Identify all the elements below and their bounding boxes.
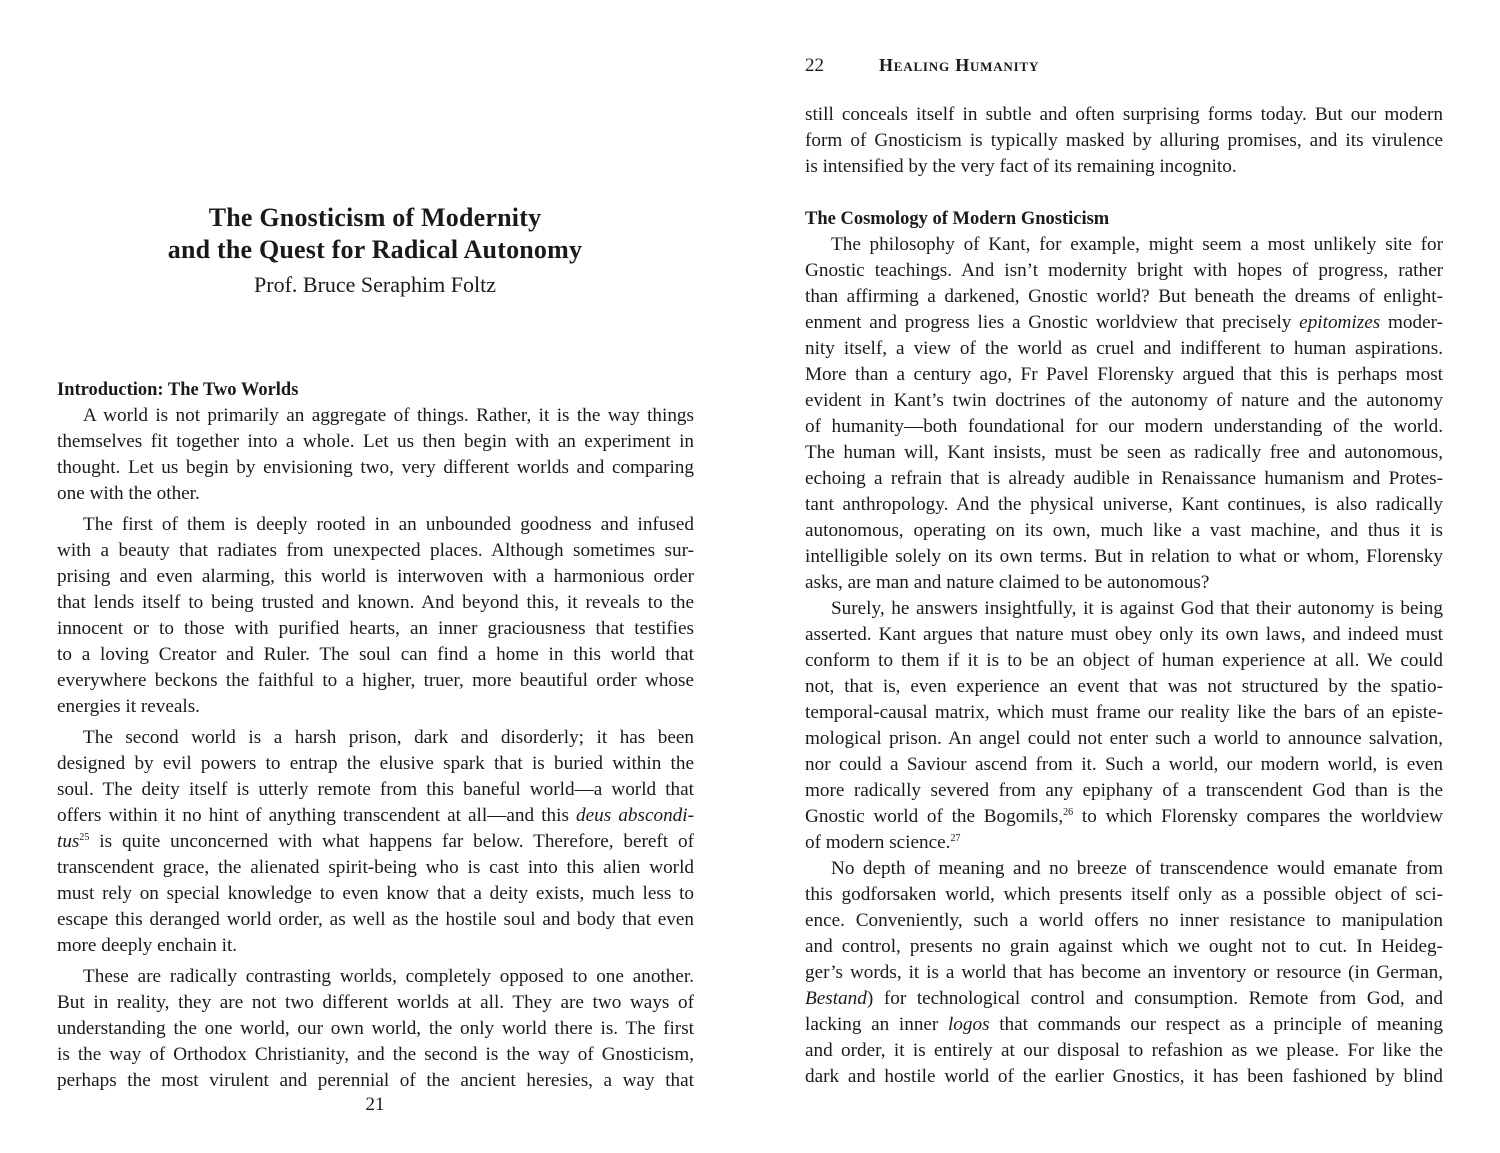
paragraph-line: The first of them is deeply rooted in an unbounded goodness and infused (83, 514, 694, 535)
right-text-column (805, 102, 1443, 1090)
paragraph-line: temporal-causal matrix, which must frame our reality like the bars of an episte- (805, 702, 1443, 723)
paragraph-line: is the way of Orthodox Christianity, and the second is the way of Gnosticism, (57, 1044, 694, 1065)
paragraph-line: More than a century ago, Fr Pavel Florensky argued that this is perhaps most (805, 364, 1443, 385)
paragraph-line: transcendent grace, the alienated spirit-being who is cast into this alien world (57, 857, 694, 878)
paragraph-line: Bestand) for technological control and consumption. Remote from God, and (805, 988, 1443, 1009)
page-number-21: 21 (365, 1094, 385, 1115)
italic-phrase: deus abscondi- (576, 805, 694, 826)
running-head (805, 52, 1039, 79)
paragraph-line: nor could a Saviour ascend from it. Such a world, our modern world, is even (805, 754, 1443, 775)
section-heading-introduction: Introduction: The Two Worlds (57, 380, 299, 400)
paragraph-line: this godforsaken world, which presents itself only as a possible object of sci- (805, 884, 1443, 905)
paragraph-line: tus$^{25}$ is quite unconcerned with what happens far below. Therefore, bereft of (57, 831, 694, 852)
paragraph-line: and control, presents no grain against which we ought not to cut. In Heideg- (805, 936, 1443, 957)
paragraph-line: asks, are man and nature claimed to be autonomous? (805, 572, 1210, 593)
paragraph-line: of modern science.$^{27}$ (805, 832, 961, 853)
paragraph-line: offers within it no hint of anything transcendent at all—and this deus abscondi- (57, 805, 694, 826)
paragraph-line: But in reality, they are not two different worlds at all. They are two ways of (57, 992, 694, 1013)
paragraph-line: nity itself, a view of the world as cruel and indifferent to human aspirations. (805, 338, 1443, 359)
article-title-line-1: The Gnosticism of Modernity (208, 203, 542, 232)
paragraph-line: lacking an inner logos that commands our respect as a principle of meaning (805, 1014, 1443, 1035)
paragraph-line: to a loving Creator and Ruler. The soul can find a home in this world that (57, 644, 694, 665)
paragraph-line: themselves fit together into a whole. Let us then begin with an experiment in (57, 431, 694, 452)
italic-word: epitomizes (1299, 312, 1381, 333)
paragraph-line: enment and progress lies a Gnostic worldview that precisely epitomizes moder- (805, 312, 1443, 333)
paragraph-line: with a beauty that radiates from unexpected places. Although sometimes sur- (57, 540, 694, 561)
paragraph-line: form of Gnosticism is typically masked by alluring promises, and its virulence (805, 130, 1443, 151)
paragraph-line: prising and even alarming, this world is interwoven with a harmonious order (57, 566, 694, 587)
paragraph-line: ger’s words, it is a world that has become an inventory or resource (in German, (805, 962, 1443, 983)
paragraph-line: more deeply enchain it. (57, 935, 238, 956)
paragraph-line: Gnostic world of the Bogomils,$^{26}$ to which Florensky compares the worldview (805, 806, 1443, 827)
paragraph-line: of humanity—both foundational for our modern understanding of the world. (805, 416, 1443, 437)
paragraph-line: one with the other. (57, 483, 200, 504)
page-number-22: 22 (805, 55, 824, 76)
paragraph-line: everywhere beckons the faithful to a higher, truer, more beautiful order whose (57, 670, 694, 691)
article-title-block (0, 202, 750, 300)
paragraph-line: escape this deranged world order, as well as the hostile soul and body that even (57, 909, 694, 930)
paragraph-line: The second world is a harsh prison, dark and disorderly; it has been (83, 727, 694, 748)
paragraph-line: than affirming a darkened, Gnostic world? But beneath the dreams of enlight- (805, 286, 1443, 307)
paragraph-line: that lends itself to being trusted and known. And beyond this, it reveals to the (57, 592, 694, 613)
paragraph-line: asserted. Kant argues that nature must obey only its own laws, and indeed must (805, 624, 1443, 645)
paragraph-line: evident in Kant’s twin doctrines of the autonomy of nature and the autonomy (805, 390, 1443, 411)
article-title-line-2: and the Quest for Radical Autonomy (167, 235, 583, 264)
paragraph-line: echoing a refrain that is already audible in Renaissance humanism and Protes- (805, 468, 1443, 489)
paragraph-line: must rely on special knowledge to even know that a deity exists, much less to (57, 883, 694, 904)
paragraph-line: conform to them if it is to be an object of human experience at all. We could (805, 650, 1443, 671)
book-title: Healing Humanity (879, 55, 1040, 75)
italic-phrase: tus (57, 831, 80, 852)
paragraph-line: No depth of meaning and no breeze of transcendence would emanate from (831, 858, 1443, 879)
right-page (750, 0, 1500, 1153)
italic-word: Bestand (805, 988, 867, 1009)
footnote-ref-27[interactable]: 27 (950, 833, 961, 844)
paragraph-line: Surely, he answers insightfully, it is against God that their autonomy is being (831, 598, 1443, 619)
paragraph-line: tant anthropology. And the physical universe, Kant continues, is also radically (805, 494, 1443, 515)
footnote-ref-25[interactable]: 25 (79, 832, 90, 843)
section-heading-cosmology: The Cosmology of Modern Gnosticism (805, 209, 1110, 229)
paragraph-line: more radically severed from any epiphany of a transcendent God than is the (805, 780, 1443, 801)
paragraph-line: The human will, Kant insists, must be seen as radically free and autonomous, (805, 442, 1443, 463)
paragraph-line: The philosophy of Kant, for example, might seem a most unlikely site for (831, 234, 1443, 255)
paragraph-line: still conceals itself in subtle and often surprising forms today. But our modern (805, 104, 1443, 125)
paragraph-line: Gnostic teachings. And isn’t modernity bright with hopes of progress, rather (805, 260, 1443, 281)
paragraph-line: autonomous, operating on its own, much like a vast machine, and thus it is (805, 520, 1443, 541)
paragraph-line: is intensified by the very fact of its remaining incognito. (805, 156, 1237, 177)
paragraph-line: dark and hostile world of the earlier Gnostics, it has been fashioned by blind (805, 1066, 1443, 1087)
paragraph-line: A world is not primarily an aggregate of things. Rather, it is the way things (83, 405, 694, 426)
paragraph-line: mological prison. An angel could not enter such a world to announce salvation, (805, 728, 1443, 749)
paragraph-line: These are radically contrasting worlds, completely opposed to one another. (83, 966, 694, 987)
paragraph-line: innocent or to those with purified hearts, an inner graciousness that testifies (57, 618, 694, 639)
paragraph-line: soul. The deity itself is utterly remote from this baneful world—a world that (57, 779, 694, 800)
paragraph-line: not, that is, even experience an event that was not structured by the spatio- (805, 676, 1443, 697)
paragraph-line: and order, it is entirely at our disposal to refashion as we please. For like the (805, 1040, 1443, 1061)
paragraph-line: ence. Conveniently, such a world offers no inner resistance to manipulation (805, 910, 1443, 931)
paragraph-line: thought. Let us begin by envisioning two, very different worlds and comparing (57, 457, 694, 478)
paragraph-line: understanding the one world, our own world, the only world there is. The first (57, 1018, 694, 1039)
left-text-column (57, 377, 694, 1094)
paragraph-line: designed by evil powers to entrap the elusive spark that is buried within the (57, 753, 694, 774)
paragraph-line: perhaps the most virulent and perennial of the ancient heresies, a way that (57, 1070, 694, 1091)
article-author: Prof. Bruce Seraphim Foltz (254, 272, 496, 297)
paragraph-line: intelligible solely on its own terms. But in relation to what or whom, Florensky (805, 546, 1443, 567)
paragraph-line: energies it reveals. (57, 696, 200, 717)
italic-word: logos (947, 1014, 990, 1035)
footnote-ref-26[interactable]: 26 (1063, 807, 1074, 818)
